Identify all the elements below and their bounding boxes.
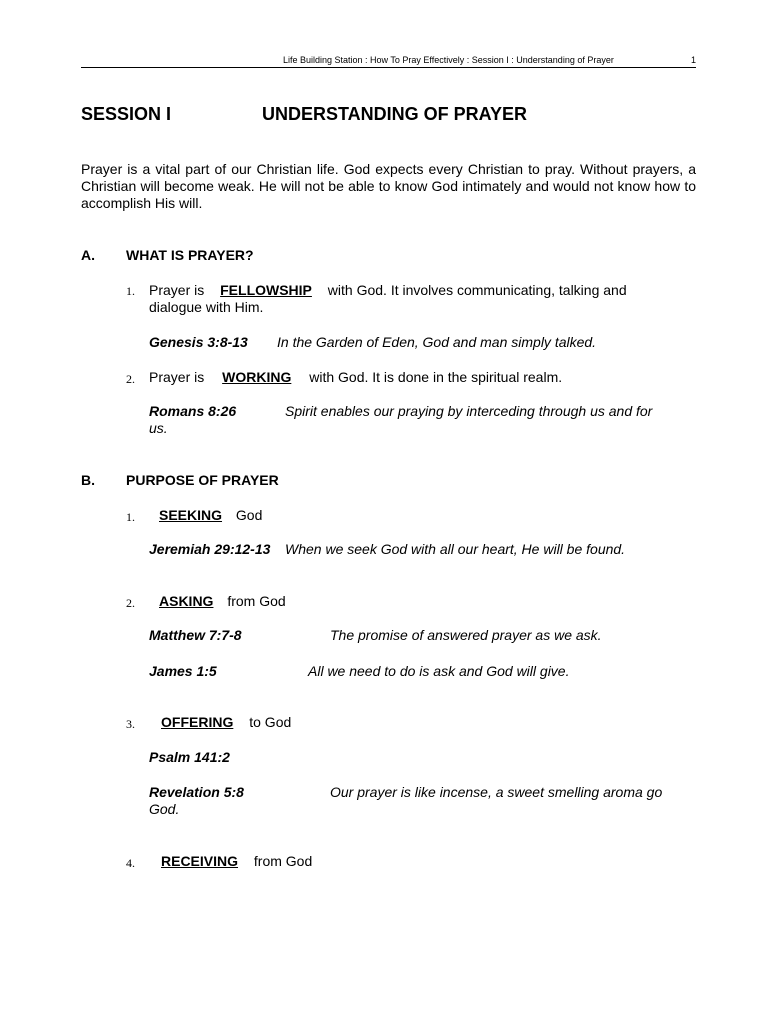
scripture-note: All we need to do is ask and God will give.: [308, 663, 570, 679]
fill-blank-answer: FELLOWSHIP: [220, 282, 312, 298]
scripture-reference: Matthew 7:7-8: [149, 627, 242, 643]
item-suffix: with God. It is done in the spiritual realm.: [309, 369, 563, 385]
scripture-note: Spirit enables our praying by interceding through us and for: [285, 403, 653, 419]
item-suffix: God: [235, 507, 263, 523]
scripture-reference: Romans 8:26: [149, 403, 237, 419]
scripture-note: In the Garden of Eden, God and man simply talked.: [277, 334, 597, 350]
item-number: 4.: [126, 856, 135, 870]
scripture-note-continuation: us.: [149, 420, 168, 436]
item-prefix: Prayer is: [149, 282, 205, 298]
fill-blank-answer: RECEIVING: [161, 853, 239, 869]
session-label: SESSION I: [81, 104, 172, 124]
item-number: 1.: [126, 510, 135, 524]
scripture-reference: James 1:5: [149, 663, 217, 679]
section-b-letter: B.: [81, 472, 95, 488]
list-item: [149, 714, 291, 731]
list-item: [149, 593, 286, 610]
section-a-title: WHAT IS PRAYER?: [126, 247, 254, 263]
scripture-note: When we seek God with all our heart, He will be found.: [285, 541, 626, 557]
scripture-note: The promise of answered prayer as we ask.: [330, 627, 602, 643]
intro-paragraph: Prayer is a vital part of our Christian life. God expects every Christian to pray. Without prayers, a Christian will become weak. He will not be able to know God intimately and would not know how to accomplish His will.: [81, 161, 696, 211]
fill-blank-answer: ASKING: [159, 593, 214, 609]
header-rule: [81, 67, 696, 68]
item-number: 2.: [126, 372, 135, 386]
scripture-note-continuation: God.: [149, 801, 180, 817]
list-item: [149, 507, 262, 524]
item-number: 2.: [126, 596, 135, 610]
item-number: 1.: [126, 284, 135, 298]
fill-blank-answer: SEEKING: [159, 507, 223, 523]
item-suffix: from God: [227, 593, 286, 609]
item-prefix: Prayer is: [149, 369, 205, 385]
fill-blank-answer: WORKING: [222, 369, 292, 385]
scripture-reference: Psalm 141:2: [149, 749, 230, 765]
list-item: [149, 369, 562, 386]
list-item: [149, 853, 312, 870]
page-number: 1: [690, 55, 696, 65]
session-title: UNDERSTANDING OF PRAYER: [262, 104, 528, 124]
scripture-reference: Jeremiah 29:12-13: [149, 541, 271, 557]
item-suffix: from God: [253, 853, 313, 869]
scripture-note: Our prayer is like incense, a sweet smelling aroma go: [330, 784, 663, 800]
item-number: 3.: [126, 717, 135, 731]
item-suffix: to God: [249, 714, 292, 730]
section-b-title: PURPOSE OF PRAYER: [126, 472, 279, 488]
fill-blank-answer: OFFERING: [161, 714, 234, 730]
item-suffix: with God. It involves communicating, talking and: [327, 282, 627, 298]
section-a-letter: A.: [81, 247, 95, 263]
scripture-reference: Genesis 3:8-13: [149, 334, 248, 350]
item-continuation: dialogue with Him.: [149, 299, 264, 315]
header-title: Life Building Station : How To Pray Effectively : Session I : Understanding of Prayer: [283, 55, 614, 65]
list-item: [149, 282, 627, 299]
scripture-reference: Revelation 5:8: [149, 784, 244, 800]
